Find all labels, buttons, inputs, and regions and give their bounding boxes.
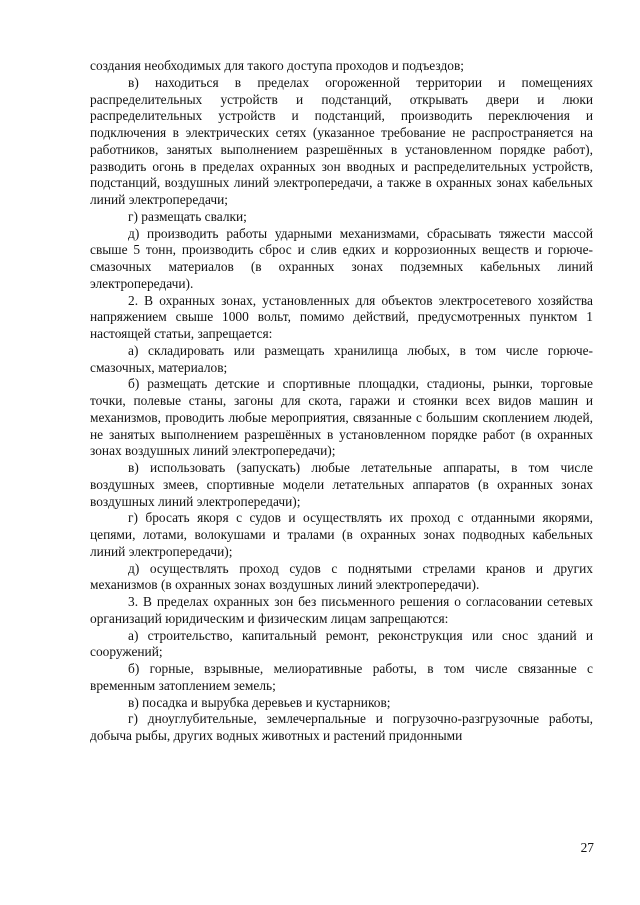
- page-number: 27: [580, 840, 594, 855]
- paragraph: г) размещать свалки;: [128, 208, 247, 224]
- paragraph: д) осуществлять проход судов с поднятыми стрелами кранов и других механизмов (в охранных зонах воздушных линий электропередачи).: [90, 560, 593, 593]
- paragraph: создания необходимых для такого доступа проходов и подъездов;: [90, 58, 464, 73]
- paragraph: б) горные, взрывные, мелиоративные работы, в том числе связанные с временным затоплением земель;: [90, 661, 593, 693]
- paragraph: г) бросать якоря с судов и осуществлять их проход с отданными якорями, цепями, лотами, волокушами и тралами (в охранных зонах подводных кабельных линий электропередачи);: [90, 510, 593, 559]
- paragraph: а) строительство, капитальный ремонт, реконструкция или снос зданий и сооружений;: [90, 627, 593, 660]
- body-text: [90, 58, 593, 745]
- paragraph: б) размещать детские и спортивные площадки, стадионы, рынки, торговые точки, полевые станы, загоны для скота, гаражи и стоянки всех видов машин и механизмов, проводить любые мероприятия, связанные с большим скоплением людей, не занятых выполнением разрешённых в установленном порядке работ (в охранных зонах воздушных линий электропередачи);: [90, 376, 593, 459]
- paragraph: 2. В охранных зонах, установленных для объектов электросетевого хозяйства напряжением свыше 1000 вольт, помимо действий, предусмотренных пунктом 1 настоящей статьи, запрещается:: [90, 292, 593, 341]
- paragraph: в) посадка и вырубка деревьев и кустарников;: [128, 694, 391, 710]
- paragraph: а) складировать или размещать хранилища любых, в том числе горюче-смазочных, материалов;: [90, 342, 593, 375]
- paragraph: г) дноуглубительные, землечерпальные и погрузочно-разгрузочные работы, добыча рыбы, других водных животных и растений придонными: [90, 711, 593, 743]
- paragraph: в) находиться в пределах огороженной территории и помещениях распределительных устройств и подстанций, открывать двери и люки распределительных устройств и подстанций, производить переключения и подключения в электрических сетях (указанное требование не распространяется на работников, занятых выполнением разрешённых в установленном порядке работ), разводить огонь в пределах охранных зон вводных и распределительных устройств, подстанций, воздушных линий электропередачи, а также в охранных зонах кабельных линий электропередачи;: [90, 74, 593, 207]
- paragraph: д) производить работы ударными механизмами, сбрасывать тяжести массой свыше 5 тонн, производить сброс и слив едких и коррозионных веществ и горюче-смазочных материалов (в охранных зонах подземных кабельных линий электропередачи).: [90, 225, 593, 291]
- paragraph: в) использовать (запускать) любые летательные аппараты, в том числе воздушных змеев, спортивные модели летательных аппаратов (в охранных зонах воздушных линий электропередачи);: [90, 460, 593, 509]
- paragraph: 3. В пределах охранных зон без письменного решения о согласовании сетевых организаций юридическим и физическим лицам запрещаются:: [90, 594, 593, 626]
